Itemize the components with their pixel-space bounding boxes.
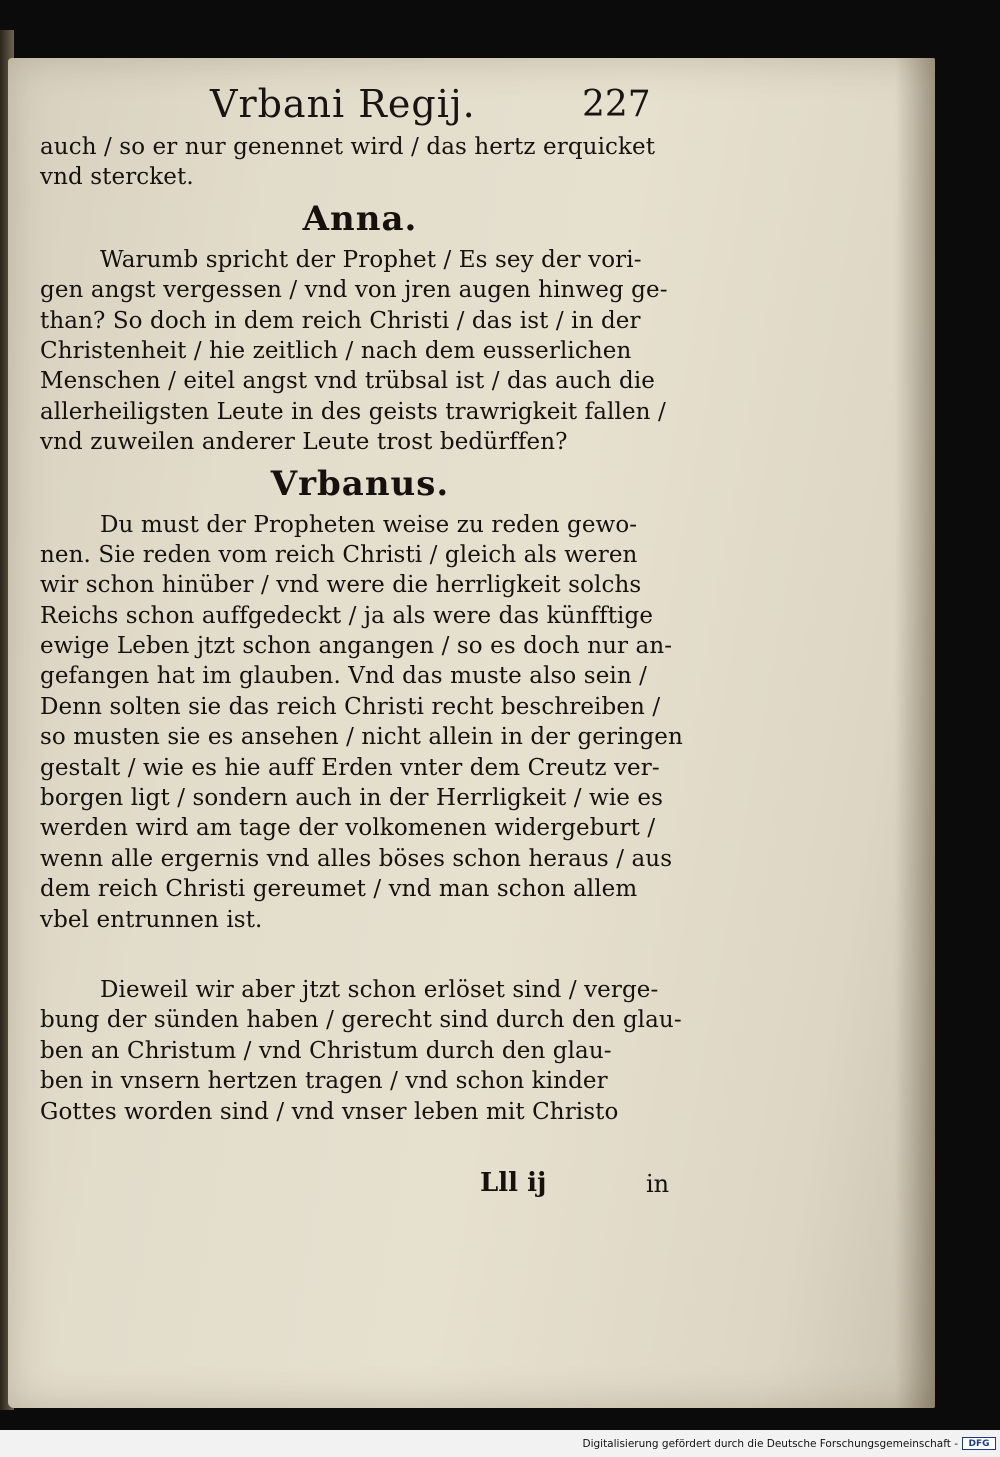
page-header [210,82,680,138]
text-line: vbel entrunnen ist. [40,906,263,933]
text-line: than? So doch in dem reich Christi / das ist / in der [40,307,641,334]
paragraph-gap [40,935,680,975]
footer-credit: Digitalisierung gefördert durch die Deutsche Forschungsgemeinschaft - [582,1438,958,1450]
text-line: vnd stercket. [40,164,194,191]
text-line: Menschen / eitel angst vnd trübsal ist / das auch die [40,368,656,395]
text-line: Gottes worden sind / vnd vnser leben mit Christo [40,1098,619,1125]
text-line: Reichs schon auffgedeckt / ja als were das künfftige [40,602,654,629]
text-line: Denn solten sie das reich Christi recht beschreiben / [40,693,661,720]
text-line: auch / so er nur genennet wird / das hertz erquicket [40,134,656,160]
text-line: bung der sünden haben / gerecht sind durch den glau- [40,1007,682,1034]
text-line: ben in vnsern hertzen tragen / vnd schon kinder [40,1068,608,1095]
dfg-logo: DFG [962,1437,996,1450]
text-line: wir schon hinüber / vnd were die herrligkeit solchs [40,572,642,599]
text-line: Warumb spricht der Prophet / Es sey der vori- [100,246,642,273]
digitization-footer [0,1430,1000,1457]
running-title: Vrbani Regij. [210,82,476,126]
page-number: 227 [582,84,651,125]
text-line: allerheiligsten Leute in des geists trawrigkeit fallen / [40,398,666,425]
text-line: werden wird am tage der volkomenen widergeburt / [40,815,656,842]
text-line: borgen ligt / sondern auch in der Herrligkeit / wie es [40,785,664,812]
catchword: in [646,1170,670,1198]
text-line: dem reich Christi gereumet / vnd man schon allem [40,876,638,903]
text-line: gefangen hat im glauben. Vnd das muste also sein / [40,663,648,690]
text-line: so musten sie es ansehen / nicht allein in der geringen [40,724,683,751]
page-body [40,132,683,1127]
signature-mark: Lll ij [480,1168,547,1198]
text-line: ben an Christum / vnd Christum durch den glau- [40,1037,612,1064]
text-line: Dieweil wir aber jtzt schon erlöset sind / verge- [100,976,659,1003]
text-line: ewige Leben jtzt schon angangen / so es doch nur an- [40,633,673,660]
text-line: gestalt / wie es hie auff Erden vnter dem Creutz ver- [40,754,660,781]
text-line: gen angst vergessen / vnd von jren augen hinweg ge- [40,277,668,304]
speaker-heading-urbanus: Vrbanus. [270,463,450,504]
page-gutter-shadow [895,58,935,1408]
text-line: vnd zuweilen anderer Leute trost bedürffen? [40,429,568,456]
text-line: nen. Sie reden vom reich Christi / gleich als weren [40,541,638,568]
signature-line [40,1168,680,1208]
text-line: Christenheit / hie zeitlich / nach dem eusserlichen [40,337,632,364]
text-line: Du must der Propheten weise zu reden gewo- [100,511,638,538]
text-line: wenn alle ergernis vnd alles böses schon heraus / aus [40,845,673,872]
speaker-heading-anna: Anna. [302,198,418,239]
